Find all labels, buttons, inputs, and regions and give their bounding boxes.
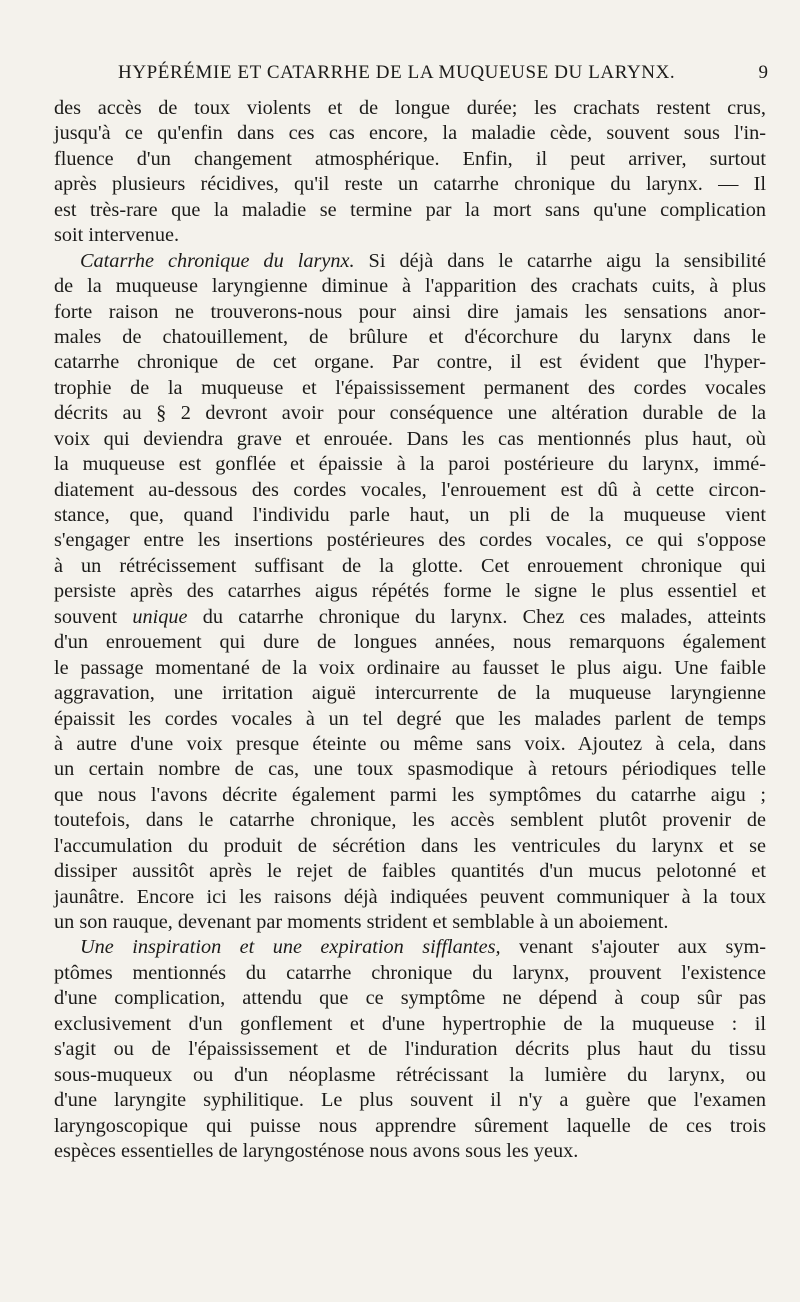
text-line [54,503,766,528]
text-line [54,986,766,1011]
line-text: la muqueuse est gonflée et épaissie à la paroi postérieure du larynx, immé- [54,453,766,476]
text-line [54,300,766,325]
text-line [54,172,766,197]
text-line [54,630,766,655]
line-text: forte raison ne trouverons-nous pour ainsi dire jamais les sensations anor- [54,300,766,323]
line-text: d'une laryngite syphilitique. Le plus souvent il n'y a guère que l'examen [54,1089,766,1112]
line-text: s'agit ou de l'épaississement et de l'induration décrits plus haut du tissu [54,1038,766,1061]
line-text: trophie de la muqueuse et l'épaississement permanent des cordes vocales [54,376,766,399]
paragraph [54,249,766,936]
text-line [54,121,766,146]
line-text: toutefois, dans le catarrhe chronique, les accès semblent plutôt provenir de [54,809,766,832]
text-line [54,707,766,732]
line-text: un son rauque, devenant par moments strident et semblable à un aboiement. [54,911,669,933]
text-line [54,223,766,248]
page-header [118,62,768,92]
text-line [54,1088,766,1113]
line-text: l'accumulation du produit de sécrétion dans les ventricules du larynx et se [54,834,766,857]
line-text: exclusivement d'un gonflement et d'une hypertrophie de la muqueuse : il [54,1012,766,1035]
line-text: Si déjà dans le catarrhe aigu la sensibilité [354,249,766,272]
text-line [54,96,766,121]
text-line [54,859,766,884]
line-text: stance, que, quand l'individu parle haut, un pli de la muqueuse vient [54,504,766,526]
text-line [54,478,766,503]
line-text: aggravation, une irritation aiguë intercurrente de la muqueuse laryngienne [54,682,766,705]
text-line [54,350,766,375]
text-line [54,579,766,604]
line-text: décrits au § 2 devront avoir pour conséquence une altération durable de la [54,402,766,425]
text-line [54,910,766,935]
text-line [54,528,766,553]
line-text: des accès de toux violents et de longue durée; les crachats restent crus, [54,97,766,119]
line-text: jaunâtre. Encore ici les raisons déjà indiquées peuvent communiquer à la toux [54,885,766,908]
line-text: voix qui deviendra grave et enrouée. Dans les cas mentionnés plus haut, où [54,427,766,450]
line-text: dissiper aussitôt après le rejet de faibles quantités d'un mucus pelotonné et [54,860,766,883]
line-text: ptômes mentionnés du catarrhe chronique du larynx, prouvent l'existence [54,961,766,984]
running-title: HYPÉRÉMIE ET CATARRHE DE LA MUQUEUSE DU LARYNX. [118,62,676,83]
text-line [54,1139,766,1164]
line-text: laryngoscopique qui puisse nous apprendre sûrement laquelle de ces trois [54,1114,766,1137]
text-line [54,681,766,706]
line-text: jusqu'à ce qu'enfin dans ces cas encore, la maladie cède, souvent sous l'in- [54,122,766,145]
line-text: le passage momentané de la voix ordinaire au fausset le plus aigu. Une faible [54,656,766,679]
line-text: catarrhe chronique de cet organe. Par contre, il est évident que l'hyper- [54,351,766,374]
line-text: fluence d'un changement atmosphérique. Enfin, il peut arriver, surtout [54,147,766,170]
line-text: à autre d'une voix presque éteinte ou même sans voix. Ajoutez à cela, dans [54,732,766,755]
line-text: après plusieurs récidives, qu'il reste un catarrhe chronique du larynx. — Il [54,173,766,196]
text-line [54,427,766,452]
text-line [54,885,766,910]
line-text: souvent [54,605,133,628]
line-text: sous-muqueux ou d'un néoplasme rétrécissant la lumière du larynx, ou [54,1063,766,1086]
italic-word: unique [132,605,188,628]
text-line [54,147,766,172]
paragraph [54,935,766,1164]
line-text: est très-rare que la maladie se termine par la mort sans qu'une complication [54,198,766,221]
line-text: espèces essentielles de laryngosténose nous avons sous les yeux. [54,1139,579,1162]
line-text: épaissit les cordes vocales à un tel degré que les malades parlent de temps [54,707,766,730]
line-text: d'un enrouement qui dure de longues années, nous remarquons également [54,631,766,654]
paragraph [54,96,766,249]
line-text: que nous l'avons décrite également parmi les symptômes du catarrhe aigu ; [54,783,766,806]
line-text: persiste après des catarrhes aigus répétés forme le signe le plus essentiel et [54,580,766,603]
text-line [54,961,766,986]
text-line [54,1063,766,1088]
line-text: un certain nombre de cas, une toux spasmodique à retours périodiques telle [54,758,766,781]
text-line [54,1037,766,1062]
text-line [54,376,766,401]
line-text: du catarrhe chronique du larynx. Chez ces malades, atteints [187,605,766,628]
text-line [54,605,766,630]
line-text: d'une complication, attendu que ce symptôme ne dépend à coup sûr pas [54,987,766,1010]
text-line [54,274,766,299]
line-text: males de chatouillement, de brûlure et d'écorchure du larynx dans le [54,325,766,348]
text-line [54,808,766,833]
text-line [54,783,766,808]
text-line [54,834,766,859]
text-line [54,401,766,426]
body-text [54,96,766,1164]
text-line [54,249,766,274]
line-text: de la muqueuse laryngienne diminue à l'apparition des crachats cuits, à plus [54,275,766,298]
text-line [54,732,766,757]
text-line [54,1012,766,1037]
text-line [54,1114,766,1139]
text-line [54,935,766,960]
page-number: 9 [758,62,768,83]
text-line [54,656,766,681]
text-line [54,452,766,477]
text-line [54,198,766,223]
text-line [54,757,766,782]
line-text: venant s'ajouter aux sym- [500,936,767,959]
line-text: s'engager entre les insertions postérieures des cordes vocales, ce qui s'oppose [54,529,766,552]
line-text: diatement au-dessous des cordes vocales, l'enrouement est dû à cette circon- [54,478,766,501]
line-text: soit intervenue. [54,224,180,247]
text-line [54,554,766,579]
italic-phrase: Catarrhe chronique du larynx. [80,249,355,272]
line-text: à un rétrécissement suffisant de la glotte. Cet enrouement chronique qui [54,554,766,577]
text-line [54,325,766,350]
italic-phrase: Une inspiration et une expiration sifflantes, [80,936,501,959]
